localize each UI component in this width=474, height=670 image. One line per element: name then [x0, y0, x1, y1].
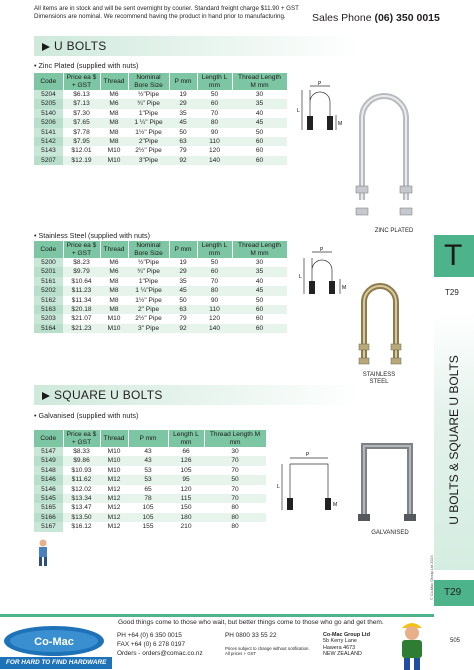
col-thread-length: Thread Length M mm [232, 73, 287, 90]
table-row [34, 485, 266, 494]
table-row [34, 513, 266, 522]
table-cell: 92 [169, 324, 197, 333]
col-p: P mm [169, 73, 197, 90]
table-cell: 210 [180, 523, 192, 531]
table-cell: 50 [179, 296, 187, 304]
table-cell: 80 [197, 286, 232, 295]
table-cell: 43 [128, 456, 168, 465]
table-cell: 30 [231, 448, 239, 455]
table-row [34, 267, 287, 276]
table-row [34, 146, 287, 155]
zinc-ubolt-diagram [296, 80, 432, 230]
table-cell: M6 [100, 99, 128, 108]
col-length: Length L mm [197, 241, 232, 258]
table-cell: 30 [255, 259, 264, 266]
table-cell: 5143 [34, 146, 63, 155]
table-cell: 5140 [34, 109, 63, 118]
table-cell: $8.33 [73, 448, 90, 455]
table-cell: 105 [142, 504, 154, 512]
table-cell: 2"Pipe [128, 137, 169, 146]
table-cell: 35 [232, 267, 287, 276]
table-cell: 5206 [34, 118, 63, 127]
table-cell: 50 [210, 259, 219, 266]
table-cell: M8 [100, 286, 128, 295]
table-cell: M10 [107, 466, 121, 474]
table-cell: 5149 [34, 456, 63, 465]
col-thread: Thread [100, 73, 128, 90]
table-row [34, 258, 287, 267]
table-cell: 65 [144, 485, 152, 493]
table-cell: 2½" Pipe [135, 315, 162, 323]
price-notice: Prices subject to change without notification. All prices + GST [225, 646, 310, 657]
diagram-l: L [277, 484, 280, 490]
table-cell: $7.78 [73, 128, 90, 136]
company-address [323, 632, 370, 657]
diagram-m: M [338, 121, 343, 127]
table-cell: 63 [169, 137, 197, 146]
diagram-p: P [318, 81, 322, 87]
diagram-p: P [320, 247, 324, 253]
table-cell: 50 [179, 128, 187, 136]
table-cell: 5204 [34, 90, 63, 99]
table-row [34, 324, 287, 333]
table-cell: M6 [100, 267, 128, 276]
col-code: Code [34, 73, 63, 90]
col-price: Price ea $ + GST [63, 430, 100, 447]
table-cell: M10 [100, 324, 128, 333]
table-cell: $7.30 [73, 109, 90, 117]
table-cell: M12 [107, 485, 121, 493]
section-title-square: SQUARE U BOLTS [54, 388, 163, 402]
stainless-caption: STAINLESS STEEL [362, 372, 396, 385]
table-cell: $7.65 [63, 118, 100, 127]
table-cell: 92 [169, 156, 197, 165]
table-cell: 40 [255, 109, 264, 117]
table-cell: 5164 [34, 324, 63, 333]
table-row [34, 522, 266, 531]
table-cell: M12 [100, 475, 128, 484]
table-cell: 110 [197, 305, 232, 314]
table-row [34, 286, 287, 295]
address-line: 5b Kerry Lane [323, 638, 357, 645]
table-cell: M12 [100, 513, 128, 522]
table-cell: 19 [179, 91, 187, 98]
table-cell: 90 [210, 128, 219, 136]
stainless-ubolt-diagram [298, 246, 428, 376]
table-cell: 5167 [34, 522, 63, 531]
page-code-bottom: T29 [444, 587, 462, 598]
table-cell: M10 [107, 448, 121, 455]
table-cell: 5166 [34, 513, 63, 522]
table-cell: M12 [100, 494, 128, 503]
stainless-subtitle: • Stainless Steel (supplied with nuts) [34, 231, 150, 240]
table-cell: $12.01 [71, 147, 92, 155]
table-cell: 105 [128, 513, 168, 522]
table-cell: 120 [208, 315, 220, 323]
table-cell: 70 [204, 456, 266, 465]
table-cell: 5148 [34, 466, 63, 475]
table-cell: 63 [169, 305, 197, 314]
table-cell: 66 [182, 448, 190, 455]
table-row [34, 118, 287, 127]
table-cell: 50 [204, 475, 266, 484]
table-cell: 29 [169, 99, 197, 108]
freephone: PH 0800 33 55 22 [225, 632, 277, 639]
table-cell: 5147 [34, 447, 63, 456]
table-row [34, 494, 266, 503]
page-code: T29 [445, 288, 459, 297]
table-cell: M8 [109, 277, 119, 285]
table-cell: 53 [128, 475, 168, 484]
table-cell: M8 [109, 109, 119, 117]
page-number: 505 [450, 638, 461, 644]
copyright: © Co-Mac Group Ltd 2024 [430, 555, 434, 600]
table-cell: M8 [109, 128, 119, 136]
table-cell: M8 [109, 296, 119, 304]
table-cell: 19 [179, 259, 187, 266]
table-cell: 80 [231, 523, 239, 531]
table-cell: $10.93 [71, 466, 92, 474]
table-cell: 60 [255, 147, 264, 155]
table-cell: 50 [255, 296, 264, 304]
table-cell: 115 [168, 494, 204, 503]
address-line: NEW ZEALAND [323, 650, 362, 657]
table-cell: $13.50 [63, 513, 100, 522]
table-cell: 70 [204, 494, 266, 503]
table-cell: 80 [197, 118, 232, 127]
table-cell: $11.34 [71, 296, 92, 304]
table-cell: 79 [179, 147, 187, 155]
table-cell: $8.23 [73, 259, 90, 266]
col-thread: Thread [100, 430, 128, 447]
table-row [34, 296, 287, 305]
table-cell: 60 [232, 305, 287, 314]
table-cell: 5201 [34, 267, 63, 276]
table-cell: 70 [231, 485, 239, 493]
table-cell: 105 [180, 466, 192, 474]
col-code: Code [34, 430, 63, 447]
section-banner-ubolts [34, 36, 418, 56]
table-row [34, 156, 287, 165]
table-cell: $21.23 [63, 324, 100, 333]
table-cell: 95 [168, 475, 204, 484]
table-cell: 70 [210, 277, 219, 285]
table-cell: $6.13 [73, 91, 90, 98]
table-cell: $11.62 [63, 475, 100, 484]
table-cell: 5142 [34, 137, 63, 146]
table-cell: 50 [255, 128, 264, 136]
table-cell: 120 [180, 485, 192, 493]
table-cell: ½"Pipe [137, 259, 160, 266]
table-cell: 60 [197, 267, 232, 276]
table-cell: M10 [107, 315, 121, 323]
col-bore: Nominal Bore Size [128, 241, 169, 258]
table-row [34, 456, 266, 465]
table-cell: 5205 [34, 99, 63, 108]
table-cell: $7.95 [63, 137, 100, 146]
table-cell: 53 [144, 466, 152, 474]
table-cell: 5141 [34, 128, 63, 137]
table-cell: M12 [107, 523, 121, 531]
table-cell: 70 [210, 109, 219, 117]
square-ubolt-diagram [276, 440, 426, 540]
address-line: Hawera 4673 [323, 644, 356, 651]
table-cell: $12.19 [63, 156, 100, 165]
table-row [34, 466, 266, 475]
table-row [34, 277, 287, 286]
stock-notice: All items are in stock and will be sent overnight by courier. Standard freight charge $11.90 + GST Dimensions are nominal. We recommend having the product in hand prior to manufacturing. [34, 5, 299, 20]
section-letter-tab [434, 235, 474, 277]
table-cell: 5202 [34, 286, 63, 295]
table-cell: 78 [128, 494, 168, 503]
table-row [34, 137, 287, 146]
table-cell: 140 [197, 156, 232, 165]
phone: PH +64 (0) 6 350 0015 [117, 632, 182, 639]
company-name: Co-Mac Group Ltd [323, 632, 371, 638]
zinc-caption: ZINC PLATED [374, 228, 414, 234]
table-cell: M10 [100, 156, 128, 165]
col-code: Code [34, 241, 63, 258]
col-price: Price ea $ + GST [63, 73, 100, 90]
table-cell: M8 [100, 305, 128, 314]
section-banner-square [34, 385, 418, 405]
table-cell: $7.13 [63, 99, 100, 108]
table-cell: 80 [231, 504, 239, 512]
table-row [34, 99, 287, 108]
diagram-l: L [297, 108, 300, 114]
table-cell: $16.12 [71, 523, 92, 531]
footer-tagline: Good things come to those who wait, but better things come to those who go and get them. [118, 619, 384, 626]
table-cell: ¾" Pipe [128, 267, 169, 276]
table-row [34, 90, 287, 99]
table-cell: $9.86 [63, 456, 100, 465]
table-cell: 126 [168, 456, 204, 465]
table-cell: 120 [208, 147, 220, 155]
sales-phone-label: Sales Phone [312, 12, 372, 24]
table-cell: 2½" Pipe [135, 147, 162, 155]
table-cell: $11.23 [63, 286, 100, 295]
table-cell: 180 [168, 513, 204, 522]
table-cell: ½"Pipe [137, 91, 160, 98]
col-p: P mm [169, 241, 197, 258]
stainless-table [34, 241, 288, 333]
table-cell: $13.34 [63, 494, 100, 503]
diagram-m: M [333, 502, 338, 508]
table-cell: 5163 [34, 305, 63, 314]
table-cell: $12.02 [71, 485, 92, 493]
table-row [34, 305, 287, 314]
table-cell: 30 [255, 91, 264, 98]
col-length: Length L mm [168, 430, 204, 447]
table-cell: 2" Pipe [128, 305, 169, 314]
table-cell: 35 [179, 277, 187, 285]
table-cell: M8 [100, 118, 128, 127]
diagram-m: M [342, 285, 347, 291]
table-cell: $13.47 [71, 504, 92, 512]
table-cell: 80 [204, 513, 266, 522]
col-thread-length: Thread Length M mm [232, 241, 287, 258]
diagram-l: L [299, 274, 302, 280]
arrow-icon [42, 392, 50, 400]
mascot-icon [36, 538, 50, 568]
table-cell: 43 [144, 448, 152, 455]
contact-block [117, 631, 203, 658]
table-cell: $10.64 [71, 277, 92, 285]
zinc-table [34, 73, 288, 165]
table-cell: 5162 [34, 296, 63, 305]
table-cell: 5146 [34, 475, 63, 484]
col-length: Length L mm [197, 73, 232, 90]
table-cell: M10 [100, 456, 128, 465]
table-cell: 1"Pipe [138, 277, 159, 285]
table-row [34, 314, 287, 323]
diagram-p: P [306, 452, 310, 458]
brand-slogan-bar [0, 657, 112, 669]
page-code-tab [434, 580, 474, 606]
table-cell: 35 [179, 109, 187, 117]
col-thread-length: Thread Length M mm [204, 430, 266, 447]
fax: FAX +64 (0) 6 278 0197 [117, 641, 186, 648]
table-cell: 110 [197, 137, 232, 146]
table-cell: 5145 [34, 494, 63, 503]
sales-phone-number: (06) 350 0015 [374, 12, 440, 24]
table-cell: 45 [232, 286, 287, 295]
table-cell: 5146 [34, 485, 63, 494]
table-cell: 5207 [34, 156, 63, 165]
table-cell: 45 [232, 118, 287, 127]
table-cell: M8 [100, 137, 128, 146]
galv-table [34, 430, 267, 532]
table-cell: $21.07 [71, 315, 92, 323]
orders-email[interactable]: Orders - orders@comac.co.nz [117, 650, 203, 657]
table-cell: 35 [232, 99, 287, 108]
table-cell: 60 [232, 137, 287, 146]
table-cell: 1"Pipe [138, 109, 159, 117]
table-row [34, 447, 266, 456]
galv-caption: GALVANISED [371, 530, 409, 536]
table-cell: 150 [180, 504, 192, 512]
table-cell: 140 [197, 324, 232, 333]
galv-subtitle: • Galvanised (supplied with nuts) [34, 411, 139, 420]
table-cell: 5200 [34, 258, 63, 267]
table-cell: $9.79 [63, 267, 100, 276]
table-cell: 60 [255, 315, 264, 323]
col-thread: Thread [100, 241, 128, 258]
sales-phone [312, 12, 440, 24]
section-title-ubolts: U BOLTS [54, 39, 107, 53]
table-cell: ¾" Pipe [128, 99, 169, 108]
zinc-subtitle: • Zinc Plated (supplied with nuts) [34, 61, 139, 70]
table-cell: 29 [169, 267, 197, 276]
table-cell: 5165 [34, 503, 63, 512]
brand-name: Co-Mac [34, 636, 74, 648]
table-row [34, 503, 266, 512]
table-cell: M6 [109, 259, 119, 266]
table-cell: 1 ¼" Pipe [128, 118, 169, 127]
table-cell: 40 [255, 277, 264, 285]
brand-slogan: FOR HARD TO FIND HARDWARE [6, 659, 107, 666]
table-cell: M6 [109, 91, 119, 98]
table-cell: 70 [231, 466, 239, 474]
table-cell: 45 [169, 118, 197, 127]
table-cell: 5203 [34, 314, 63, 323]
table-cell: 1½" Pipe [135, 128, 162, 136]
col-price: Price ea $ + GST [63, 241, 100, 258]
col-bore: Nominal Bore Size [128, 73, 169, 90]
table-cell: 45 [169, 286, 197, 295]
side-title: U BOLTS & SQUARE U BOLTS [447, 355, 461, 525]
footer-divider [0, 614, 434, 617]
table-cell: 60 [232, 324, 287, 333]
table-cell: 79 [179, 315, 187, 323]
table-cell: 3" Pipe [128, 324, 169, 333]
table-row [34, 128, 287, 137]
table-row [34, 109, 287, 118]
table-cell: 1½" Pipe [135, 296, 162, 304]
table-cell: 60 [232, 156, 287, 165]
table-cell: 90 [210, 296, 219, 304]
arrow-icon [42, 43, 50, 51]
section-letter: T [444, 239, 463, 272]
table-row [34, 475, 266, 484]
table-cell: M12 [107, 504, 121, 512]
worker-mascot-icon [392, 616, 432, 670]
table-cell: 1 ¼"Pipe [128, 286, 169, 295]
table-cell: $20.18 [63, 305, 100, 314]
table-cell: 3"Pipe [128, 156, 169, 165]
table-cell: 60 [197, 99, 232, 108]
table-cell: 50 [210, 91, 219, 98]
col-p: P mm [128, 430, 168, 447]
table-cell: M10 [107, 147, 121, 155]
table-cell: 155 [142, 523, 154, 531]
table-cell: 5161 [34, 277, 63, 286]
